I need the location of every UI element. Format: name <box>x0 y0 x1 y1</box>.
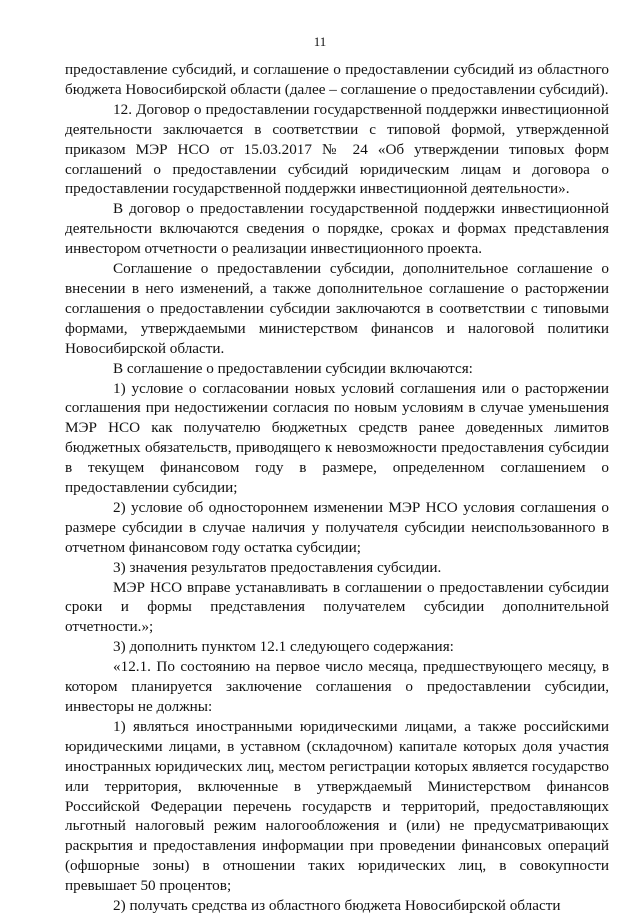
paragraph: Соглашение о предоставлении субсидии, дополнительное соглашение о внесении в него изменений, а также дополнительное соглашение о расторжении соглашения о предоставлении субсидии заключаются в соответствии с типовыми формами, утверждаемыми министерством финансов и налоговой политики Новосибирской области. <box>65 260 609 357</box>
page-number: 11 <box>313 34 327 49</box>
paragraph: В договор о предоставлении государственной поддержки инвестиционной деятельности включаются сведения о порядке, сроках и формах представления инвестором отчетности о реализации инвестиционного проекта. <box>65 200 609 258</box>
document-body <box>65 60 609 916</box>
paragraph: 3) дополнить пунктом 12.1 следующего содержания: <box>113 638 454 656</box>
paragraph: 12. Договор о предоставлении государственной поддержки инвестиционной деятельности заключается в соответствии с типовой формой, утвержденной приказом МЭР НСО от 15.03.2017 № 24 «Об утверждении типовых форм соглашений о предоставлении субсидий юридическим лицам и договора о предоставлении государственной поддержки инвестиционной деятельности». <box>65 100 609 198</box>
paragraph: 2) условие об одностороннем изменении МЭР НСО условия соглашения о размере субсидии в случае наличия у получателя субсидии неиспользованного в отчетном финансовом году остатка субсидии; <box>65 498 609 556</box>
paragraph: 1) условие о согласовании новых условий соглашения или о расторжении соглашения при недостижении согласия по новым условиям в случае уменьшения МЭР НСО как получателю бюджетных средств ранее доведенных лимитов бюджетных обязательств, приводящего к невозможности предоставления субсидии в текущем финансовом году в размере, определенном соглашением о предоставлении субсидии; <box>65 379 609 497</box>
paragraph: В соглашение о предоставлении субсидии включаются: <box>113 359 473 377</box>
paragraph: 3) значения результатов предоставления субсидии. <box>113 558 442 576</box>
paragraph: 2) получать средства из областного бюджета Новосибирской области <box>113 897 561 915</box>
paragraph: предоставление субсидий, и соглашение о предоставлении субсидий из областного бюджета Новосибирской области (далее – соглашение о предоставлении субсидий). <box>65 61 609 98</box>
paragraph: «12.1. По состоянию на первое число месяца, предшествующего месяцу, в котором планируется заключение соглашения о предоставлении субсидии, инвесторы не должны: <box>65 658 609 715</box>
paragraph: 1) являться иностранными юридическими лицами, а также российскими юридическими лицами, в уставном (складочном) капитале которых доля участия иностранных юридических лиц, местом регистрации которых является государство или территория, включенные в утверждаемый Министерством финансов Российской Федерации перечень государств и территорий, предоставляющих льготный налоговый режим налогообложения и (или) не предусматривающих раскрытия и предоставления информации при проведении финансовых операций (офшорные зоны) в отношении таких юридических лиц, в совокупности превышает 50 процентов; <box>65 717 609 895</box>
paragraph: МЭР НСО вправе устанавливать в соглашении о предоставлении субсидии сроки и формы представления получателем субсидии дополнительной отчетности.»; <box>65 578 609 636</box>
